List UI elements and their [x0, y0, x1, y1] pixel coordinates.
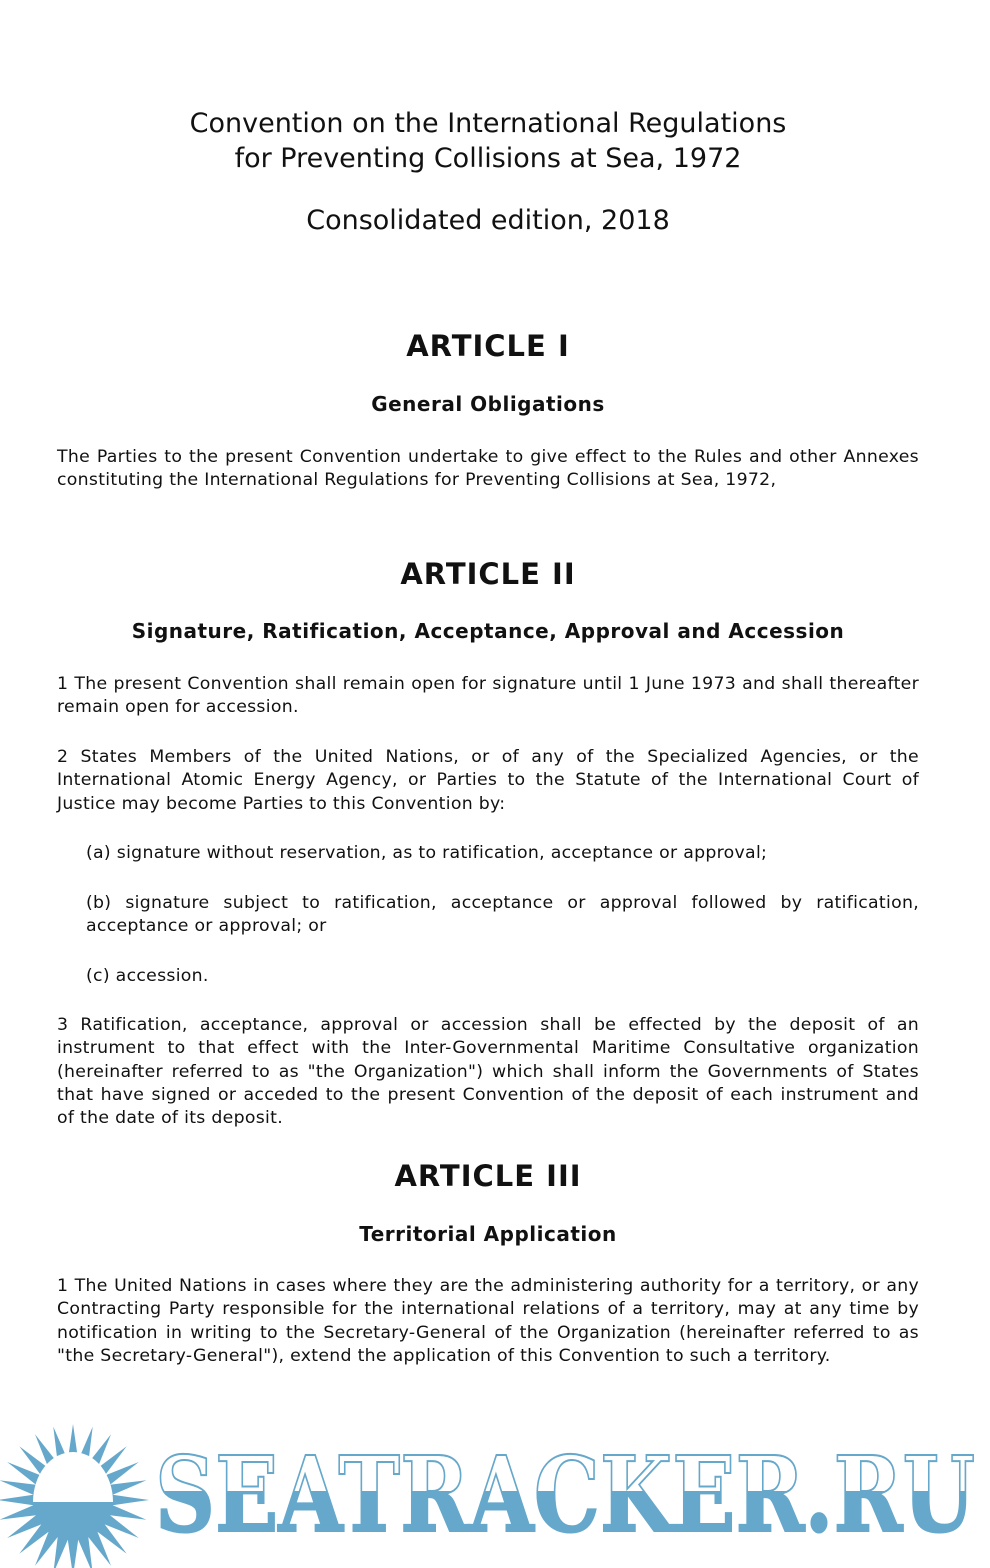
- sun-icon: [0, 1424, 149, 1568]
- article-subheading: Signature, Ratification, Acceptance, Approval and Accession: [131, 619, 845, 643]
- article-heading: ARTICLE II: [400, 557, 576, 591]
- seatracker-watermark-logo: [0, 1418, 990, 1568]
- paragraph: 2 States Members of the United Nations, or of any of the Specialized Agencies, or the International Atomic Energy Agency, or Parties to the Statute of the International Court of Justice may become Parties to this Convention by:: [57, 747, 919, 814]
- paragraph: The Parties to the present Convention undertake to give effect to the Rules and other Annexes constituting the International Regulations for Preventing Collisions at Sea, 1972,: [57, 447, 919, 491]
- paragraph: 1 The United Nations in cases where they are the administering authority for a territory, or any Contracting Party responsible for the international relations of a territory, may at any time by notification in writing to the Secretary-General of the Organization (hereinafter referred to as "the Secretary-General"), extend the application of this Convention to such a territory.: [57, 1276, 919, 1366]
- paragraph: 1 The present Convention shall remain open for signature until 1 June 1973 and shall thereafter remain open for accession.: [57, 674, 919, 718]
- edition-label: Consolidated edition, 2018: [306, 205, 670, 236]
- article-subheading: Territorial Application: [359, 1222, 617, 1246]
- list-item: (b) signature subject to ratification, acceptance or approval followed by ratification, acceptance or approval; or: [86, 893, 919, 937]
- article-heading: ARTICLE I: [406, 329, 570, 363]
- article-subheading: General Obligations: [371, 392, 605, 416]
- list-item: (c) accession.: [86, 966, 209, 986]
- article-heading: ARTICLE III: [394, 1159, 582, 1193]
- document-title-line2: for Preventing Collisions at Sea, 1972: [234, 143, 742, 174]
- list-item: (a) signature without reservation, as to ratification, acceptance or approval;: [86, 843, 768, 863]
- paragraph: 3 Ratification, acceptance, approval or accession shall be effected by the deposit of an instrument to that effect with the Inter-Governmental Maritime Consultative organization (hereinafter referred to as "the Organization") which shall inform the Governments of States that have signed or acceded to the present Convention of the deposit of each instrument and of the date of its deposit.: [57, 1015, 919, 1129]
- watermark-text: SEATRACKER.RU: [155, 1433, 975, 1556]
- document-title-line1: Convention on the International Regulations: [189, 108, 787, 139]
